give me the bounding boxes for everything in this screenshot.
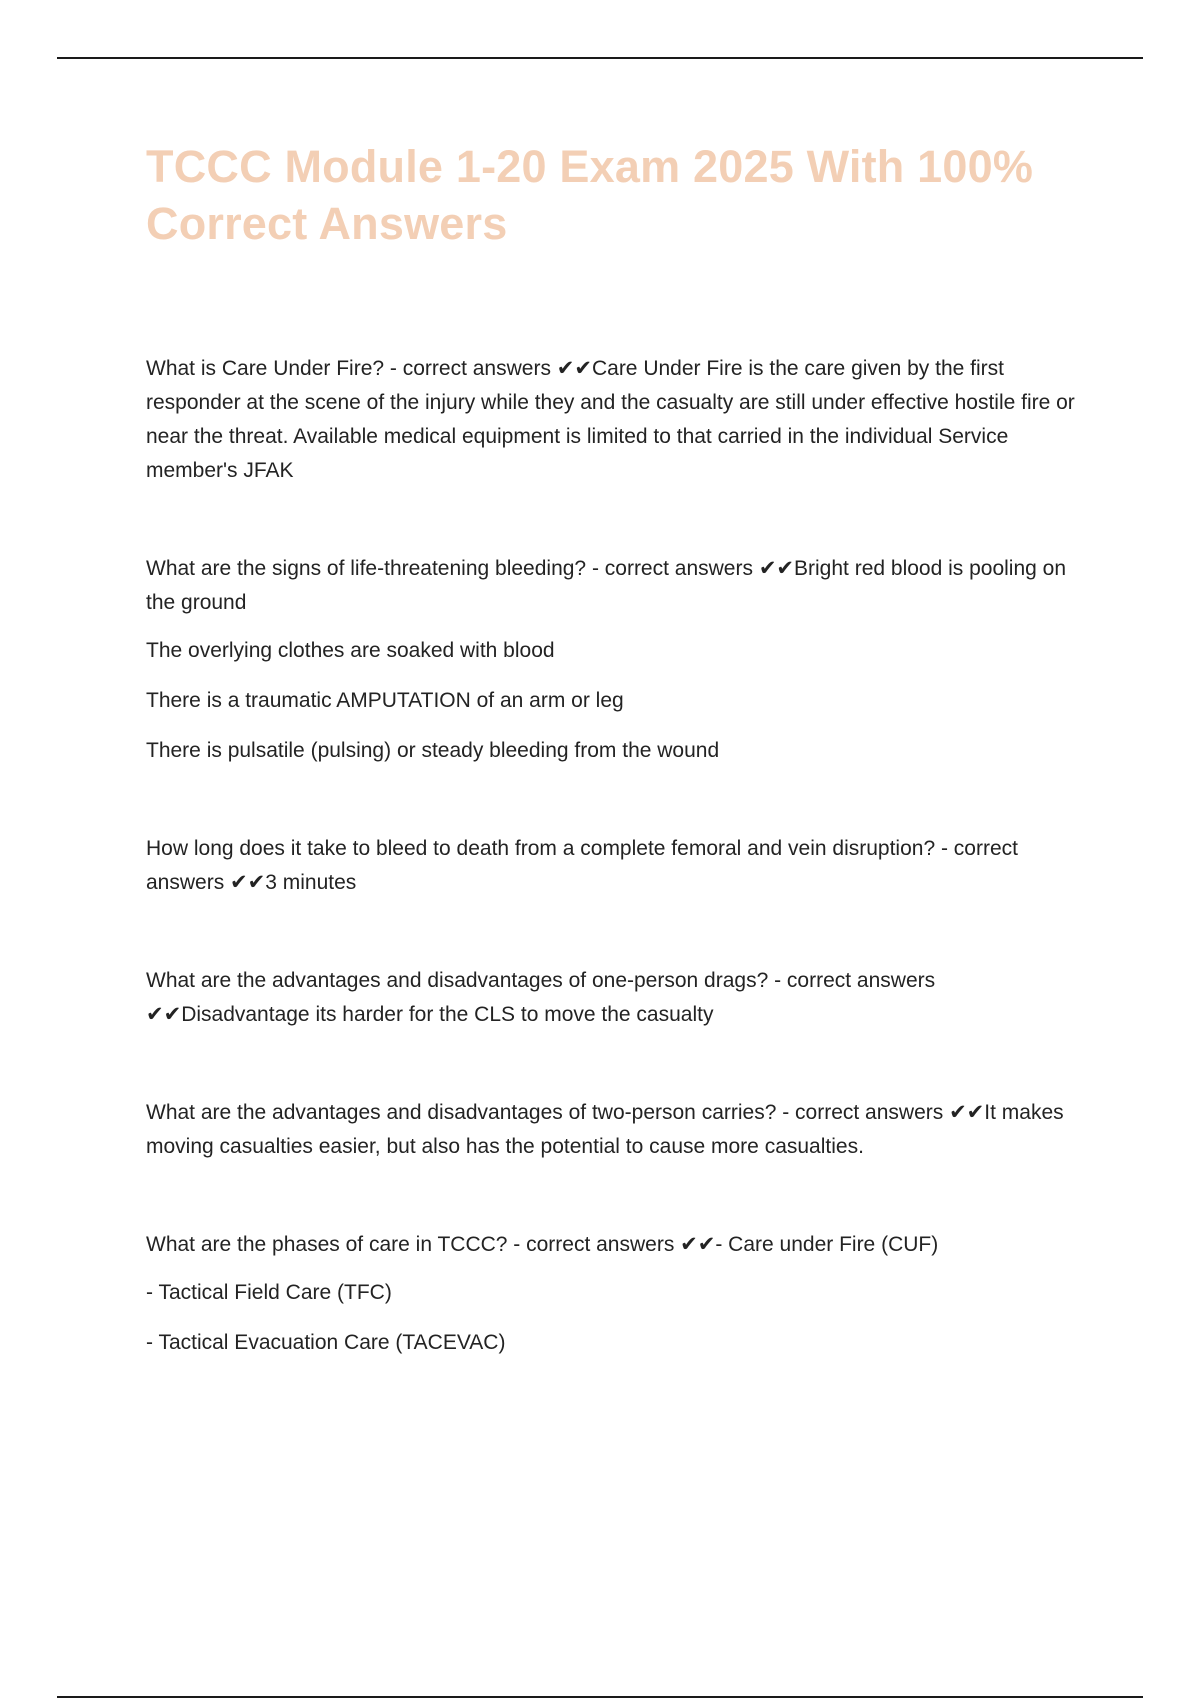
document-body xyxy=(146,138,1086,1424)
qa-paragraph: What are the signs of life-threatening bleeding? - correct answers ✔✔Bright red blood is pooling on the ground xyxy=(146,557,1067,614)
qa-item-phases-of-care xyxy=(146,1228,1086,1360)
qa-item-one-person-drags xyxy=(146,964,1086,1032)
top-rule xyxy=(57,57,1143,59)
qa-paragraph: - Tactical Evacuation Care (TACEVAC) xyxy=(146,1331,506,1354)
document-title: TCCC Module 1-20 Exam 2025 With 100% Correct Answers xyxy=(146,141,1034,249)
bottom-rule xyxy=(57,1696,1143,1698)
qa-item-bleeding-signs xyxy=(146,552,1086,768)
qa-paragraph: The overlying clothes are soaked with blood xyxy=(146,639,555,662)
qa-list xyxy=(146,352,1086,1360)
qa-paragraph: What is Care Under Fire? - correct answers ✔✔Care Under Fire is the care given by the first responder at the scene of the injury while they and the casualty are still under effective hostile fire or near the threat. Available medical equipment is limited to that carried in the individual Service member's JFAK xyxy=(146,357,1075,482)
qa-paragraph: - Tactical Field Care (TFC) xyxy=(146,1281,392,1304)
qa-item-two-person-carries xyxy=(146,1096,1086,1164)
qa-paragraph: What are the phases of care in TCCC? - correct answers ✔✔- Care under Fire (CUF) xyxy=(146,1233,939,1256)
qa-paragraph: What are the advantages and disadvantages of one-person drags? - correct answers ✔✔Disadvantage its harder for the CLS to move the casualty xyxy=(146,969,936,1026)
qa-paragraph: How long does it take to bleed to death from a complete femoral and vein disruption? - correct answers ✔✔3 minutes xyxy=(146,837,1018,894)
qa-paragraph: There is a traumatic AMPUTATION of an arm or leg xyxy=(146,689,624,712)
qa-item-care-under-fire xyxy=(146,352,1086,488)
qa-paragraph: What are the advantages and disadvantages of two-person carries? - correct answers ✔✔It makes moving casualties easier, but also has the potential to cause more casualties. xyxy=(146,1101,1064,1158)
qa-item-bleed-time xyxy=(146,832,1086,900)
qa-paragraph: There is pulsatile (pulsing) or steady bleeding from the wound xyxy=(146,739,720,762)
